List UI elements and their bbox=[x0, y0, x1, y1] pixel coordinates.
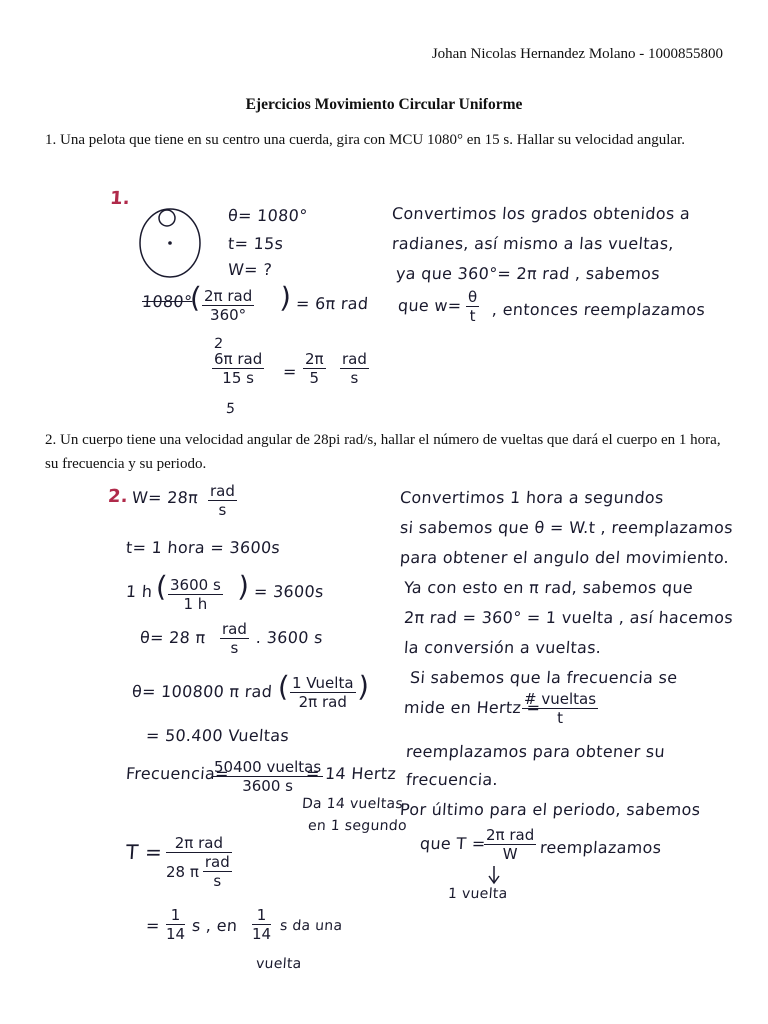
note2-line-7: Si sabemos que la frecuencia se bbox=[409, 668, 679, 687]
hour-open-paren: ( bbox=[154, 570, 169, 603]
theta-close-paren: ) bbox=[356, 670, 371, 703]
theta-open-paren: ( bbox=[276, 670, 291, 703]
period-den-units-num: rad bbox=[204, 853, 230, 871]
conversion-degrees: 1080° bbox=[141, 292, 193, 311]
result-units-fraction bbox=[340, 350, 369, 387]
hour-num: 3600 s bbox=[170, 576, 221, 594]
note2-line-3: para obtener el angulo del movimiento. bbox=[399, 548, 730, 567]
cancel-top-digit: 2 bbox=[213, 336, 224, 352]
period-note-num: 2π rad bbox=[486, 826, 535, 844]
problem-2-handwritten-work bbox=[100, 478, 734, 978]
period-result-tail-2: vuelta bbox=[255, 956, 303, 972]
note2-line-10: frecuencia. bbox=[405, 770, 499, 789]
period-note-den: W bbox=[502, 845, 518, 863]
frequency-den: 3600 s bbox=[242, 777, 293, 795]
work-number-2: 2. bbox=[107, 486, 129, 507]
equals-sign: = bbox=[282, 362, 298, 381]
result-numerator: 2π bbox=[305, 350, 324, 368]
hour-result: = 3600s bbox=[253, 582, 325, 601]
conversion-result: = 6π rad bbox=[295, 294, 370, 313]
vueltas-result: = 50.400 Vueltas bbox=[145, 726, 290, 745]
theta-time: . 3600 s bbox=[255, 628, 324, 647]
problem-1-statement: 1. Una pelota que tiene en su centro una cuerda, gira con MCU 1080° en 15 s. Hallar su velocidad angular. bbox=[45, 132, 685, 148]
period-result2-num: 1 bbox=[252, 906, 271, 925]
note2-line-12: que T = bbox=[419, 834, 487, 853]
note2-line-1: Convertimos 1 hora a segundos bbox=[399, 488, 665, 507]
period-result-equals: = bbox=[145, 916, 161, 935]
hertz-num: # vueltas bbox=[524, 690, 597, 708]
close-paren: ) bbox=[278, 281, 293, 314]
note2-line-4: Ya con esto en π rad, sabemos que bbox=[403, 578, 694, 597]
hour-close-paren: ) bbox=[236, 570, 251, 603]
note2-line-6: la conversión a vueltas. bbox=[403, 638, 602, 657]
omega-given: W= 28π bbox=[131, 488, 199, 507]
problem-1-handwritten-work bbox=[100, 180, 706, 420]
note-line-1: Convertimos los grados obtenidos a bbox=[391, 204, 691, 223]
note-line-3: ya que 360°= 2π rad , sabemos bbox=[395, 264, 661, 283]
open-paren: ( bbox=[188, 281, 203, 314]
given-theta: θ= 1080° bbox=[227, 206, 309, 225]
division-numerator: 6π rad bbox=[214, 350, 263, 368]
document-title: Ejercicios Movimiento Circular Uniforme bbox=[245, 96, 523, 113]
cancel-bottom-digit: 5 bbox=[225, 401, 236, 417]
note2-line-9: reemplazamos para obtener su bbox=[405, 742, 666, 761]
given-time: t= 15s bbox=[227, 234, 284, 253]
frequency-result: = 14 Hertz bbox=[305, 764, 397, 783]
author-header: Johan Nicolas Hernandez Molano - 1000855800 bbox=[431, 46, 723, 62]
note2-line-2: si sabemos que θ = W.t , reemplazamos bbox=[399, 518, 734, 537]
period-label: T = bbox=[125, 840, 164, 864]
frequency-num: 50400 vueltas bbox=[214, 758, 322, 776]
theta-formula: θ= 28 π bbox=[139, 628, 207, 647]
note-theta: θ bbox=[468, 288, 478, 306]
time-given: t= 1 hora = 3600s bbox=[125, 538, 281, 557]
frequency-label: Frecuencia= bbox=[125, 764, 230, 783]
problem-2-statement: 2. Un cuerpo tiene una velocidad angular de 28pi rad/s, hallar el número de vueltas que dará el cuerpo en 1 hora, su frecuencia y su periodo. bbox=[45, 432, 721, 472]
period-result2-den: 14 bbox=[252, 925, 272, 943]
note-line-5: , entonces reemplazamos bbox=[491, 300, 706, 319]
frequency-note-2: en 1 segundo bbox=[307, 818, 408, 834]
vuelta-num: 1 Vuelta bbox=[292, 674, 354, 692]
division-denominator: 15 s bbox=[222, 369, 254, 387]
result-denominator: 5 bbox=[309, 369, 320, 387]
given-omega: W= ? bbox=[227, 260, 273, 279]
note2-line-5: 2π rad = 360° = 1 vuelta , así hacemos bbox=[403, 608, 734, 627]
hour-prefix: 1 h bbox=[125, 582, 153, 601]
period-num: 2π rad bbox=[166, 834, 232, 853]
period-den-value: 28 π bbox=[166, 862, 199, 881]
note-omega-fraction bbox=[466, 288, 479, 325]
period-den-units-den: s bbox=[213, 872, 222, 890]
note2-line-11: Por último para el periodo, sabemos bbox=[399, 800, 702, 819]
units-numerator: rad bbox=[342, 350, 367, 368]
note2-line-8: mide en Hertz = bbox=[403, 698, 541, 717]
hertz-den: t bbox=[557, 709, 563, 727]
theta-units-den: s bbox=[230, 639, 239, 657]
arrow-down-icon bbox=[100, 478, 663, 978]
work-number-1: 1. bbox=[109, 188, 131, 209]
period-result-tail: s da una bbox=[279, 918, 343, 934]
vuelta-den: 2π rad bbox=[298, 693, 347, 711]
note-line-4: que w= bbox=[397, 296, 463, 315]
period-result-mid: s , en bbox=[191, 916, 239, 935]
units-denominator: s bbox=[350, 369, 359, 387]
hour-den: 1 h bbox=[183, 595, 208, 613]
theta-result: θ= 100800 π rad bbox=[131, 682, 273, 701]
note-time: t bbox=[469, 307, 476, 325]
period-result-den: 14 bbox=[166, 925, 186, 943]
omega-units-num: rad bbox=[210, 482, 235, 500]
frequency-note-1: Da 14 vueltas bbox=[301, 796, 404, 812]
theta-units-num: rad bbox=[222, 620, 247, 638]
note2-line-13: reemplazamos bbox=[539, 838, 663, 857]
result-fraction-2pi-5 bbox=[303, 350, 326, 387]
conversion-fraction bbox=[202, 287, 254, 324]
conversion-denominator: 360° bbox=[210, 306, 247, 324]
note2-line-14: 1 vuelta bbox=[447, 886, 509, 902]
division-fraction bbox=[212, 350, 264, 387]
period-result-num: 1 bbox=[166, 906, 185, 925]
conversion-numerator: 2π rad bbox=[204, 287, 253, 305]
note-line-2: radianes, así mismo a las vueltas, bbox=[391, 234, 675, 253]
omega-units-den: s bbox=[218, 501, 227, 519]
